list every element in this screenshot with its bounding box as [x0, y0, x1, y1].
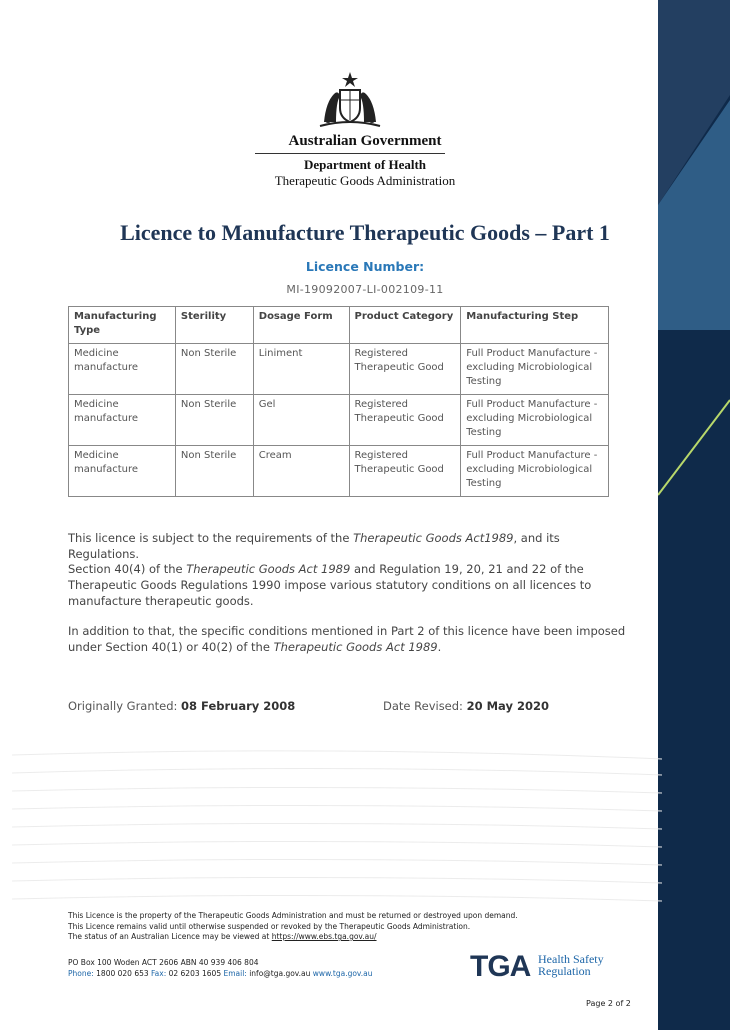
manufacturing-table — [68, 306, 609, 497]
table-cell: Registered Therapeutic Good — [349, 344, 461, 395]
column-header: Dosage Form — [253, 307, 349, 344]
table-cell: Non Sterile — [175, 446, 253, 497]
header-divider — [255, 153, 445, 154]
table-row — [69, 446, 609, 497]
column-header: Manufacturing Type — [69, 307, 176, 344]
table-cell: Liniment — [253, 344, 349, 395]
table-cell: Medicine manufacture — [69, 446, 176, 497]
table-row — [69, 395, 609, 446]
table-cell: Cream — [253, 446, 349, 497]
date-revised: Date Revised: 20 May 2020 — [383, 699, 549, 713]
paragraph-statutory-conditions: Section 40(4) of the Therapeutic Goods Act 1989 and Regulation 19, 20, 21 and 22 of the Therapeutic Goods Regulations 1990 impose various statutory conditions on all licences to manufacture therapeutic goods. — [68, 562, 592, 608]
coat-of-arms-emblem — [310, 70, 390, 130]
website-link[interactable]: www.tga.gov.au — [312, 968, 373, 978]
table-row — [69, 344, 609, 395]
licence-status-link[interactable]: https://www.ebs.tga.gov.au/ — [271, 932, 377, 941]
table-cell: Registered Therapeutic Good — [349, 395, 461, 446]
table-header-row — [69, 307, 609, 344]
document-title: Licence to Manufacture Therapeutic Goods – Part 1 — [120, 220, 610, 245]
table-cell: Registered Therapeutic Good — [349, 446, 461, 497]
tga-logo: TGA — [470, 950, 531, 983]
footer-contact: PO Box 100 Woden ACT 2606 ABN 40 939 406 804 Phone: 1800 020 653 Fax: 02 6203 1605 Email: info@tga.gov.au www.tga.gov.au — [68, 958, 373, 978]
table-cell: Gel — [253, 395, 349, 446]
agency-name: Therapeutic Goods Administration — [274, 173, 456, 188]
government-name: Australian Government — [288, 133, 442, 149]
decorative-side-band — [658, 0, 730, 1030]
page-number: Page 2 of 2 — [586, 999, 631, 1008]
column-header: Sterility — [175, 307, 253, 344]
footer-notice: This Licence is the property of the Therapeutic Goods Administration and must be returned or destroyed upon demand. This Licence remains valid until otherwise suspended or revoked by the Therapeutic Goods Administration. The status of an Australian Licence may be viewed at https://www.ebs.tga.gov.au/ — [68, 911, 518, 941]
column-header: Product Category — [349, 307, 461, 344]
table-cell: Medicine manufacture — [69, 344, 176, 395]
table-cell: Non Sterile — [175, 344, 253, 395]
licence-number-label: Licence Number: — [305, 259, 425, 274]
table-cell: Medicine manufacture — [69, 395, 176, 446]
table-cell: Full Product Manufacture - excluding Microbiological Testing — [461, 446, 609, 497]
table-cell: Non Sterile — [175, 395, 253, 446]
originally-granted: Originally Granted: 08 February 2008 — [68, 699, 296, 713]
table-cell: Full Product Manufacture - excluding Microbiological Testing — [461, 344, 609, 395]
column-header: Manufacturing Step — [461, 307, 609, 344]
tga-logo-tagline: Health Safety Regulation — [538, 952, 604, 978]
table-cell: Full Product Manufacture - excluding Microbiological Testing — [461, 395, 609, 446]
paragraph-requirements: This licence is subject to the requirements of the Therapeutic Goods Act1989, and its Regulations. — [68, 531, 560, 561]
department-name: Department of Health — [303, 157, 427, 172]
background-wave-lines — [12, 745, 662, 905]
paragraph-specific-conditions: In addition to that, the specific conditions mentioned in Part 2 of this licence have been imposed under Section 40(1) or 40(2) of the Therapeutic Goods Act 1989. — [68, 624, 626, 654]
licence-number: MI-19092007-LI-002109-11 — [286, 283, 444, 296]
